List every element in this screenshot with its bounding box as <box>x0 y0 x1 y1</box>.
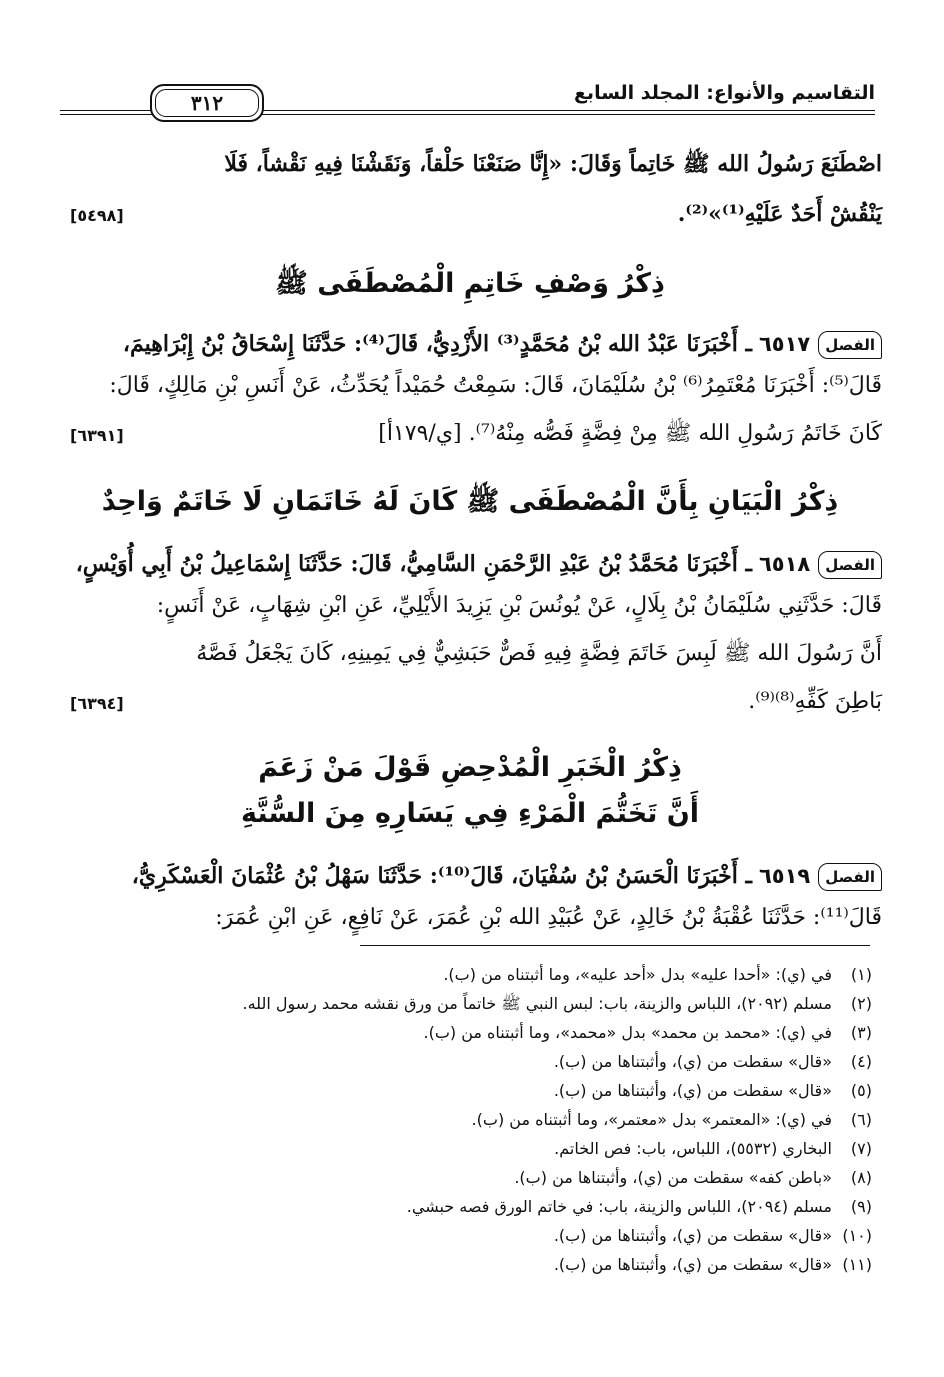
hadith-6518-line-3: أَنَّ رَسُولَ الله ﷺ لَبِسَ خَاتَمَ فِضَّةٍ فِيهِ فَصٌّ حَبَشِيٌّ فِي يَمِينِهِ، كَانَ يَجْعَلُ فَصَّهُ <box>196 641 882 666</box>
fasl-icon: الفصل <box>818 863 882 891</box>
hadith-text: ـ أَخْبَرَنَا الْحَسَنُ بْنُ سُفْيَانَ، قَالَ⁽¹⁰⁾: حَدَّثَنَا سَهْلُ بْنُ عُثْمَانَ الْعَسْكَرِيُّ، <box>131 863 752 889</box>
hadith-6518-line-2: قَالَ: حَدَّثَنِي سُلَيْمَانُ بْنُ بِلَالٍ، عَنْ يُونُسَ بْنِ يَزِيدَ الأَيْلِيِّ، عَنِ ابْنِ شِهَابٍ، عَنْ أَنَسٍ: <box>156 593 882 618</box>
page-number-box <box>150 84 264 122</box>
section-heading-3a: ذِكْرُ الْخَبَرِ الْمُدْحِضِ قَوْلَ مَنْ زَعَمَ <box>258 752 682 783</box>
reference-5498: [٥٤٩٨] <box>70 206 124 225</box>
footnote: (١٠)«قال» سقطت من (ي)، وأثبتناها من (ب). <box>553 1226 872 1245</box>
hadith-6517-line-3: كَانَ خَاتَمُ رَسُولِ الله ﷺ مِنْ فِضَّةٍ فَصُّه مِنْهُ⁽⁷⁾. [ي/١٧٩أ] <box>378 421 882 446</box>
hadith-6519-line-2: قَالَ⁽¹¹⁾: حَدَّثَنَا عُقْبَةُ بْنُ خَالِدٍ، عَنْ عُبَيْدِ الله بْنِ عُمَرَ، عَنْ نَافِعٍ، عَنِ ابْنِ عُمَرَ: <box>215 905 882 930</box>
section-heading-3b: أَنَّ تَخَتُّمَ الْمَرْءِ فِي يَسَارِهِ مِنَ السُّنَّةِ <box>240 798 700 829</box>
footnote: (٨)«باطن كفه» سقطت من (ي)، وأثبتناها من (ب). <box>514 1168 872 1187</box>
footnote-separator <box>360 945 870 946</box>
hadith-number: ٦٥١٩ <box>758 864 811 888</box>
hadith-number: ٦٥١٧ <box>758 332 811 356</box>
footnote: (٥)«قال» سقطت من (ي)، وأثبتناها من (ب). <box>553 1081 872 1100</box>
hadith-text: ـ أَخْبَرَنَا عَبْدُ الله بْنُ مُحَمَّدٍ⁽³⁾ الأَزْدِيُّ، قَالَ⁽⁴⁾: حَدَّثَنَا إِسْحَاقُ بْنُ إِبْرَاهِيمَ، <box>122 331 752 357</box>
section-heading-2: ذِكْرُ الْبَيَانِ بِأَنَّ الْمُصْطَفَى ﷺ كَانَ لَهُ خَاتَمَانِ لَا خَاتَمٌ وَاحِدٌ <box>101 486 839 517</box>
footnote: (١)في (ي): «أحدا عليه» بدل «أحد عليه»، وما أثبتناه من (ب). <box>443 965 872 984</box>
hadith-number: ٦٥١٨ <box>758 552 811 576</box>
reference-6394: [٦٣٩٤] <box>70 694 124 713</box>
top-hadith-line-1: اصْطَنَعَ رَسُولُ الله ﷺ خَاتِماً وَقَالَ: «إِنَّا صَنَعْنَا حَلْقاً، وَنَقَشْنَا فِيهِ نَقْشاً، فَلَا <box>224 151 882 177</box>
footnote: (٢)مسلم (٢٠٩٢)، اللباس والزينة، باب: لبس النبي ﷺ خاتماً من ورق نقشه محمد رسول الله. <box>242 994 872 1013</box>
footnote: (٦)في (ي): «المعتمر» بدل «معتمر»، وما أثبتناه من (ب). <box>471 1110 872 1129</box>
fasl-icon: الفصل <box>818 551 882 579</box>
footnote: (٣)في (ي): «محمد بن محمد» بدل «محمد»، وما أثبتناه من (ب). <box>423 1023 872 1042</box>
running-header <box>60 80 875 124</box>
footnote: (٩)مسلم (٢٠٩٤)، اللباس والزينة، باب: في خاتم الورق فصه حبشي. <box>406 1197 872 1216</box>
header-title: التقاسيم والأنواع: المجلد السابع <box>573 82 875 104</box>
fasl-icon: الفصل <box>818 331 882 359</box>
section-heading-1: ذِكْرُ وَصْفِ خَاتِمِ الْمُصْطَفَى ﷺ <box>275 268 665 299</box>
hadith-text: ـ أَخْبَرَنَا مُحَمَّدُ بْنُ عَبْدِ الرَّحْمَنِ السَّامِيُّ، قَالَ: حَدَّثَنَا إِسْمَاعِيلُ بْنُ أَبِي أُوَيْسٍ، <box>75 551 752 577</box>
hadith-6518-line-4: بَاطِنَ كَفِّهِ⁽⁸⁾⁽⁹⁾. <box>748 689 882 714</box>
footnote: (٤)«قال» سقطت من (ي)، وأثبتناها من (ب). <box>553 1052 872 1071</box>
footnote: (٧)البخاري (٥٥٣٢)، اللباس، باب: فص الخاتم. <box>554 1139 872 1158</box>
hadith-6517-line-2: قَالَ⁽⁵⁾: أَخْبَرَنَا مُعْتَمِرُ⁽⁶⁾ بْنُ سُلَيْمَانَ، قَالَ: سَمِعْتُ حُمَيْداً يُحَدِّثُ، عَنْ أَنَسِ بْنِ مَالِكٍ، قَالَ: <box>109 373 882 398</box>
footnote: (١١)«قال» سقطت من (ي)، وأثبتناها من (ب). <box>553 1255 872 1274</box>
page-number: ٣١٢ <box>190 91 224 115</box>
footnotes <box>72 960 872 1279</box>
reference-6391: [٦٣٩١] <box>70 426 124 445</box>
top-hadith-line-2: يَنْقُشْ أَحَدٌ عَلَيْهِ⁽¹⁾»⁽²⁾. <box>677 201 882 227</box>
